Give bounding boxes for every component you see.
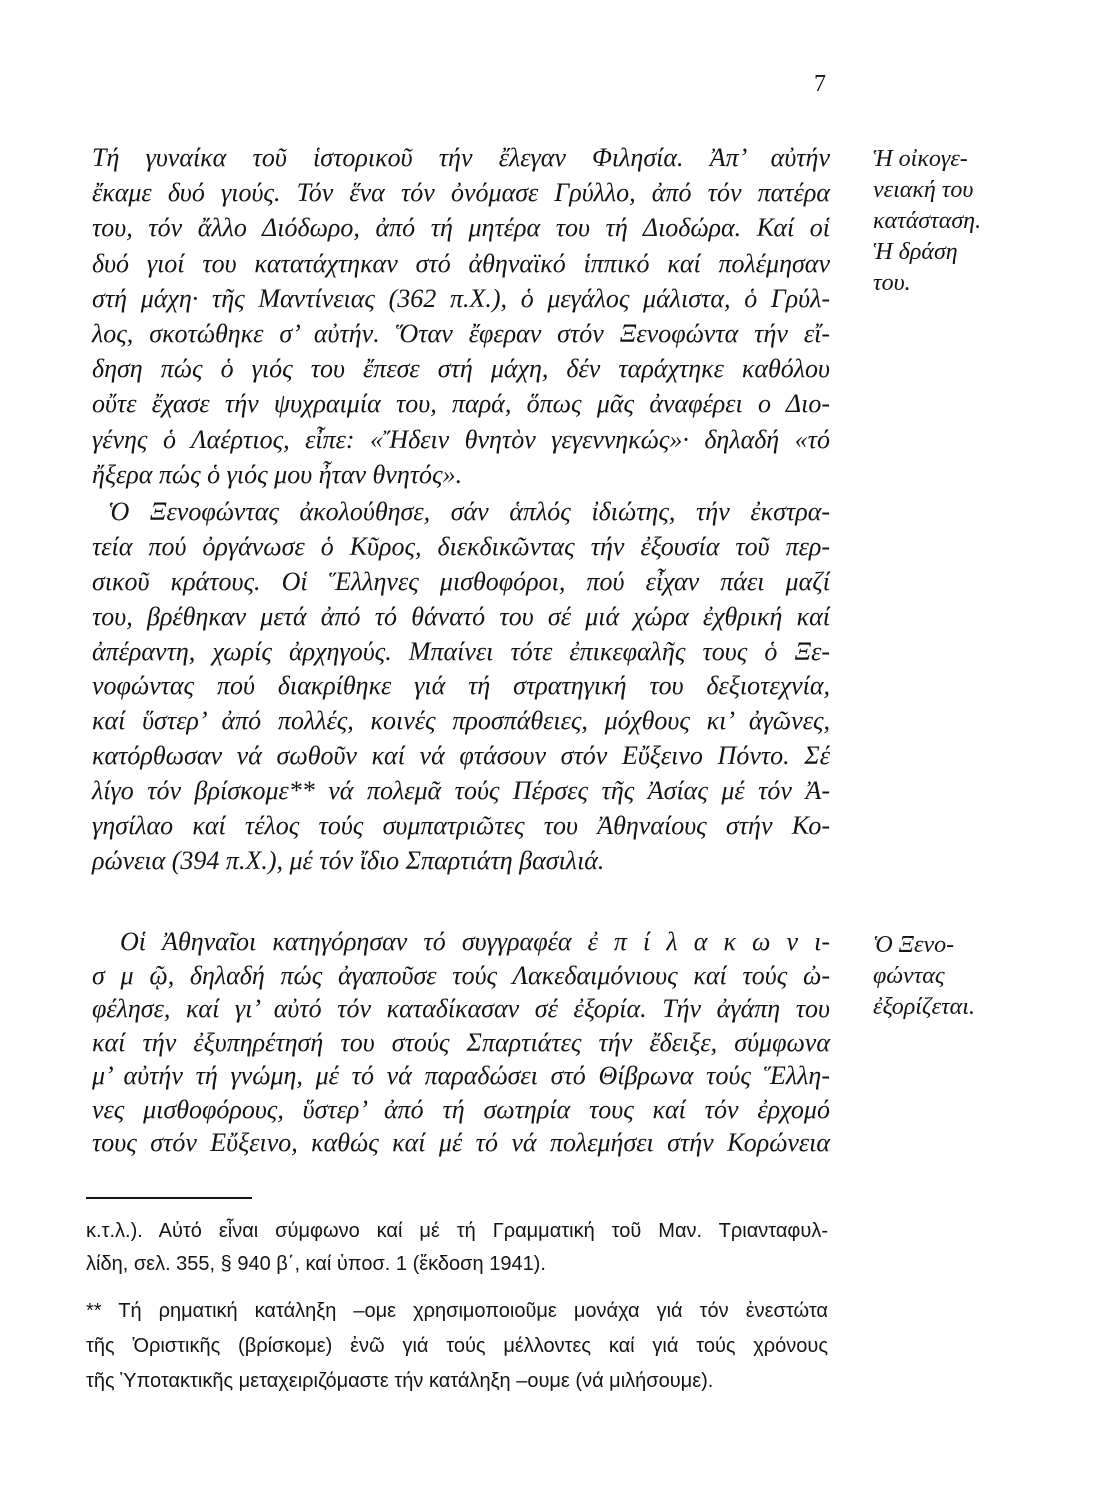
text-line: σικοῦ κράτους. Οἱ Ἕλληνες μισθοφόροι, πού εἶχαν πάει μαζί	[92, 566, 830, 596]
margin-note-line: Ἡ οἰκογε-	[873, 146, 968, 172]
footnote-line: τῆς Ὑποτακτικῆς μεταχειριζόμαστε τήν κατάληξη –ουμε (νά μιλήσουμε).	[86, 1370, 714, 1392]
text-line: φέλησε, καί γι’ αὐτό τόν καταδίκασαν σέ ἐξορία. Τήν ἀγάπη του	[92, 994, 830, 1023]
margin-note-line: κατάσταση.	[873, 208, 982, 234]
text-line: καί τήν ἐξυπηρέτησή του στούς Σπαρτιάτες τήν ἔδειξε, σύμφωνα	[92, 1027, 830, 1057]
footnote-line: κ.τ.λ.). Αὐτό εἶναι σύμφωνο καί μέ τή Γραμματική τοῦ Μαν. Τριανταφυλ-	[86, 1220, 828, 1242]
footnote-continued	[86, 1215, 828, 1281]
text-line: καί ὕστερ’ ἀπό πολλές, κοινές προσπάθειες, μόχθους κι’ ἀγῶνες,	[92, 706, 830, 736]
text-line: ρώνεια (394 π.Χ.), μέ τόν ἴδιο Σπαρτιάτη βασιλιά.	[92, 845, 605, 875]
footnote-divider	[86, 1197, 252, 1199]
margin-note-line: φώντας	[873, 963, 945, 989]
text-line: Οἱ Ἀθηναῖοι κατηγόρησαν τό συγγραφέα ἐ π ί λ α κ ω ν ι-	[120, 927, 830, 956]
text-line: του, βρέθηκαν μετά ἀπό τό θάνατό του σέ μιά χώρα ἐχθρική καί	[92, 601, 830, 631]
page-number: 7	[814, 71, 826, 97]
text-line: σ μ ῷ, δηλαδή πώς ἀγαποῦσε τούς Λακεδαιμόνιους καί τούς ὠ-	[92, 960, 830, 990]
footnote-line: ** Τή ρηματική κατάληξη –ομε χρησιμοποιοῦμε μονάχα γιά τόν ἐνεστώτα	[86, 1300, 828, 1322]
margin-note-line: Ὁ Ξενο-	[873, 932, 955, 958]
paragraph-exile	[92, 925, 830, 1160]
footnote-line: λίδη, σελ. 355, § 940 β΄, καί ὑποσ. 1 (ἔκδοση 1941).	[86, 1253, 546, 1275]
text-line: νες μισθοφόρους, ὕστερ’ ἀπό τή σωτηρία τους καί τόν ἐρχομό	[92, 1094, 830, 1124]
footnote-double-asterisk	[86, 1294, 828, 1399]
text-line: δυό γιοί του κατατάχτηκαν στό ἀθηναϊκό ἱππικό καί πολέμησαν	[92, 248, 830, 278]
text-line: λίγο τόν βρίσκομε** νά πολεμᾶ τούς Πέρσες τῆς Ἀσίας μέ τόν Ἀ-	[92, 776, 830, 806]
paragraph-expedition	[92, 495, 830, 879]
text-line: λος, σκοτώθηκε σ’ αὐτήν. Ὅταν ἔφεραν στόν Ξενοφώντα τήν εἴ-	[92, 318, 830, 348]
text-line: τεία πού ὀργάνωσε ὁ Κῦρος, διεκδικῶντας τήν ἐξουσία τοῦ περ-	[92, 531, 830, 561]
text-line: οὔτε ἔχασε τήν ψυχραιμία του, παρά, ὅπως μᾶς ἀναφέρει ο Διο-	[92, 389, 830, 419]
margin-note-line: νειακή του	[873, 177, 974, 203]
text-line: νοφώντας πού διακρίθηκε γιά τή στρατηγική του δεξιοτεχνία,	[92, 671, 830, 701]
text-line: μ’ αὐτήν τή γνώμη, μέ τό νά παραδώσει στό Θίβρωνα τούς Ἕλλη-	[92, 1061, 830, 1090]
text-line: Ὁ Ξενοφώντας ἀκολούθησε, σάν ἁπλός ἰδιώτης, τήν ἐκστρα-	[108, 497, 830, 526]
footnote-line: τῆς Ὁριστικῆς (βρίσκομε) ἐνῶ γιά τούς μέλλοντες καί γιά τούς χρόνους	[86, 1335, 828, 1357]
text-line: ἤξερα πώς ὁ γιός μου ἦταν θνητός».	[92, 459, 463, 489]
margin-note-line: Ἡ δράση	[873, 239, 958, 265]
text-line: γένης ὁ Λαέρτιος, εἶπε: «Ἤδειν θνητὸν γεγεννηκώς»· δηλαδή «τό	[92, 424, 830, 454]
text-line: τους στόν Εὔξεινο, καθώς καί μέ τό νά πολεμήσει στήν Κορώνεια	[92, 1128, 830, 1157]
text-line: ἀπέραντη, χωρίς ἀρχηγούς. Μπαίνει τότε ἐπικεφαλῆς τους ὁ Ξε-	[92, 636, 830, 666]
text-line: ἔκαμε δυό γιούς. Τόν ἕνα τόν ὀνόμασε Γρύλλο, ἀπό τόν πατέρα	[92, 178, 830, 208]
text-line: δηση πώς ὁ γιός του ἔπεσε στή μάχη, δέν ταράχτηκε καθόλου	[92, 354, 830, 384]
margin-note-line: ἐξορίζεται.	[873, 994, 975, 1020]
text-line: Τή γυναίκα τοῦ ἱστορικοῦ τήν ἔλεγαν Φιλησία. Ἀπ’ αὐτήν	[92, 143, 830, 172]
margin-note-exile	[873, 930, 1073, 1023]
text-line: στή μάχη· τῆς Μαντίνειας (362 π.Χ.), ὁ μεγάλος μάλιστα, ὁ Γρύλ-	[92, 283, 830, 313]
margin-note-family	[873, 144, 1073, 299]
text-line: του, τόν ἄλλο Διόδωρο, ἀπό τή μητέρα του τή Διοδώρα. Καί οἱ	[92, 213, 830, 243]
paragraph-family	[92, 140, 830, 492]
margin-note-line: του.	[873, 270, 911, 296]
text-line: γησίλαο καί τέλος τούς συμπατριῶτες του Ἀθηναίους στήν Κο-	[92, 811, 830, 841]
text-line: κατόρθωσαν νά σωθοῦν καί νά φτάσουν στόν Εὔξεινο Πόντο. Σέ	[92, 741, 830, 771]
